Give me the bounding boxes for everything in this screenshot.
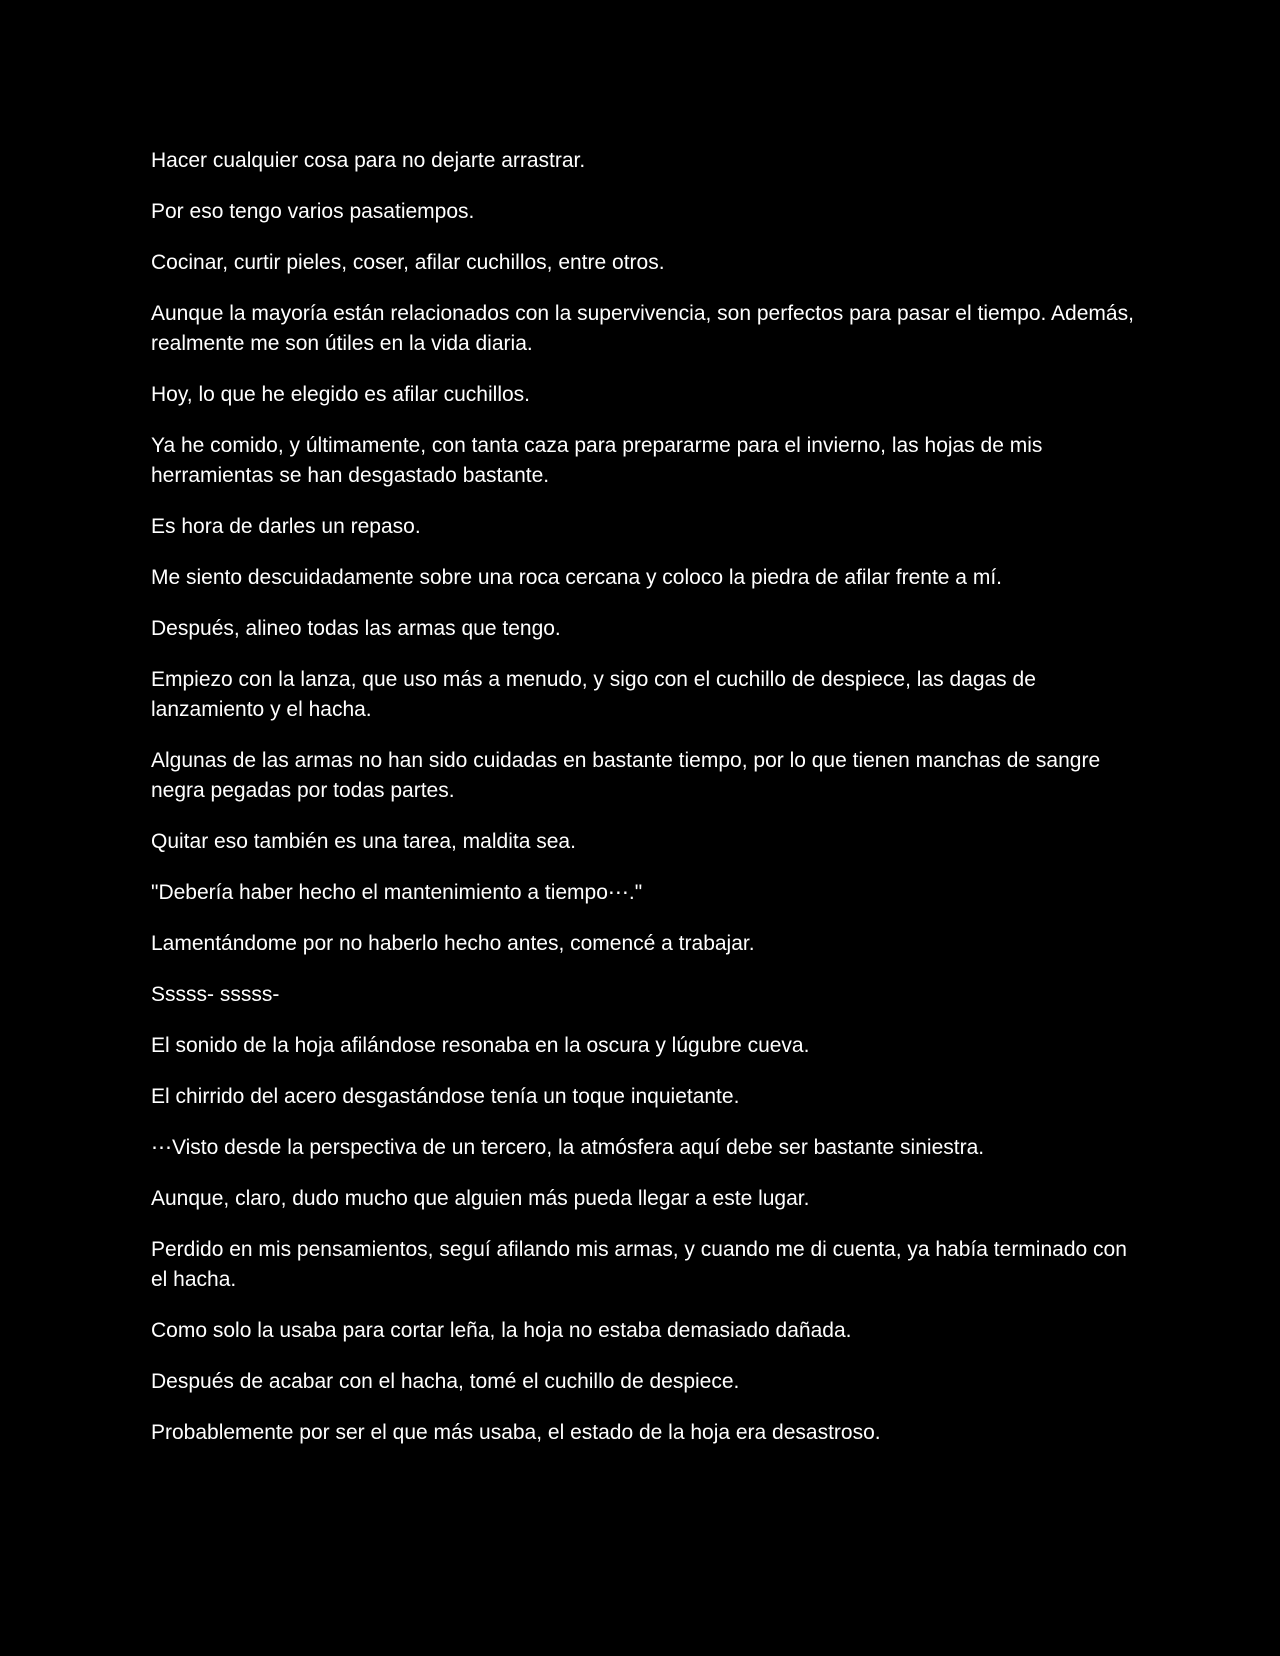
paragraph: Hoy, lo que he elegido es afilar cuchillos. bbox=[151, 383, 530, 406]
paragraph: Cocinar, curtir pieles, coser, afilar cuchillos, entre otros. bbox=[151, 251, 665, 274]
paragraph: Aunque, claro, dudo mucho que alguien más pueda llegar a este lugar. bbox=[151, 1187, 810, 1210]
document-body bbox=[151, 146, 1136, 1469]
paragraph: Hacer cualquier cosa para no dejarte arrastrar. bbox=[151, 149, 586, 172]
paragraph: Algunas de las armas no han sido cuidadas en bastante tiempo, por lo que tienen manchas de sangre negra pegadas por todas partes. bbox=[151, 749, 1101, 802]
sound-effect-line: Sssss- sssss- bbox=[151, 983, 280, 1006]
paragraph: ⋯Visto desde la perspectiva de un tercero, la atmósfera aquí debe ser bastante siniestra. bbox=[151, 1136, 985, 1159]
paragraph: Empiezo con la lanza, que uso más a menudo, y sigo con el cuchillo de despiece, las dagas de lanzamiento y el hacha. bbox=[151, 668, 1036, 721]
paragraph: El chirrido del acero desgastándose tenía un toque inquietante. bbox=[151, 1085, 740, 1108]
paragraph: Es hora de darles un repaso. bbox=[151, 515, 421, 538]
paragraph: Lamentándome por no haberlo hecho antes, comencé a trabajar. bbox=[151, 932, 755, 955]
paragraph: Aunque la mayoría están relacionados con la supervivencia, son perfectos para pasar el tiempo. Además, realmente me son útiles en la vida diaria. bbox=[151, 302, 1134, 355]
paragraph: Por eso tengo varios pasatiempos. bbox=[151, 200, 475, 223]
paragraph: Probablemente por ser el que más usaba, el estado de la hoja era desastroso. bbox=[151, 1421, 881, 1444]
paragraph: Después, alineo todas las armas que tengo. bbox=[151, 617, 561, 640]
paragraph: El sonido de la hoja afilándose resonaba en la oscura y lúgubre cueva. bbox=[151, 1034, 810, 1057]
dialogue-line: "Debería haber hecho el mantenimiento a tiempo⋯." bbox=[151, 881, 643, 904]
paragraph: Me siento descuidadamente sobre una roca cercana y coloco la piedra de afilar frente a mí. bbox=[151, 566, 1002, 589]
paragraph: Como solo la usaba para cortar leña, la hoja no estaba demasiado dañada. bbox=[151, 1319, 852, 1342]
paragraph: Después de acabar con el hacha, tomé el cuchillo de despiece. bbox=[151, 1370, 740, 1393]
paragraph: Ya he comido, y últimamente, con tanta caza para prepararme para el invierno, las hojas de mis herramientas se han desgastado bastante. bbox=[151, 434, 1043, 487]
paragraph: Perdido en mis pensamientos, seguí afilando mis armas, y cuando me di cuenta, ya había terminado con el hacha. bbox=[151, 1238, 1127, 1291]
paragraph: Quitar eso también es una tarea, maldita sea. bbox=[151, 830, 576, 853]
